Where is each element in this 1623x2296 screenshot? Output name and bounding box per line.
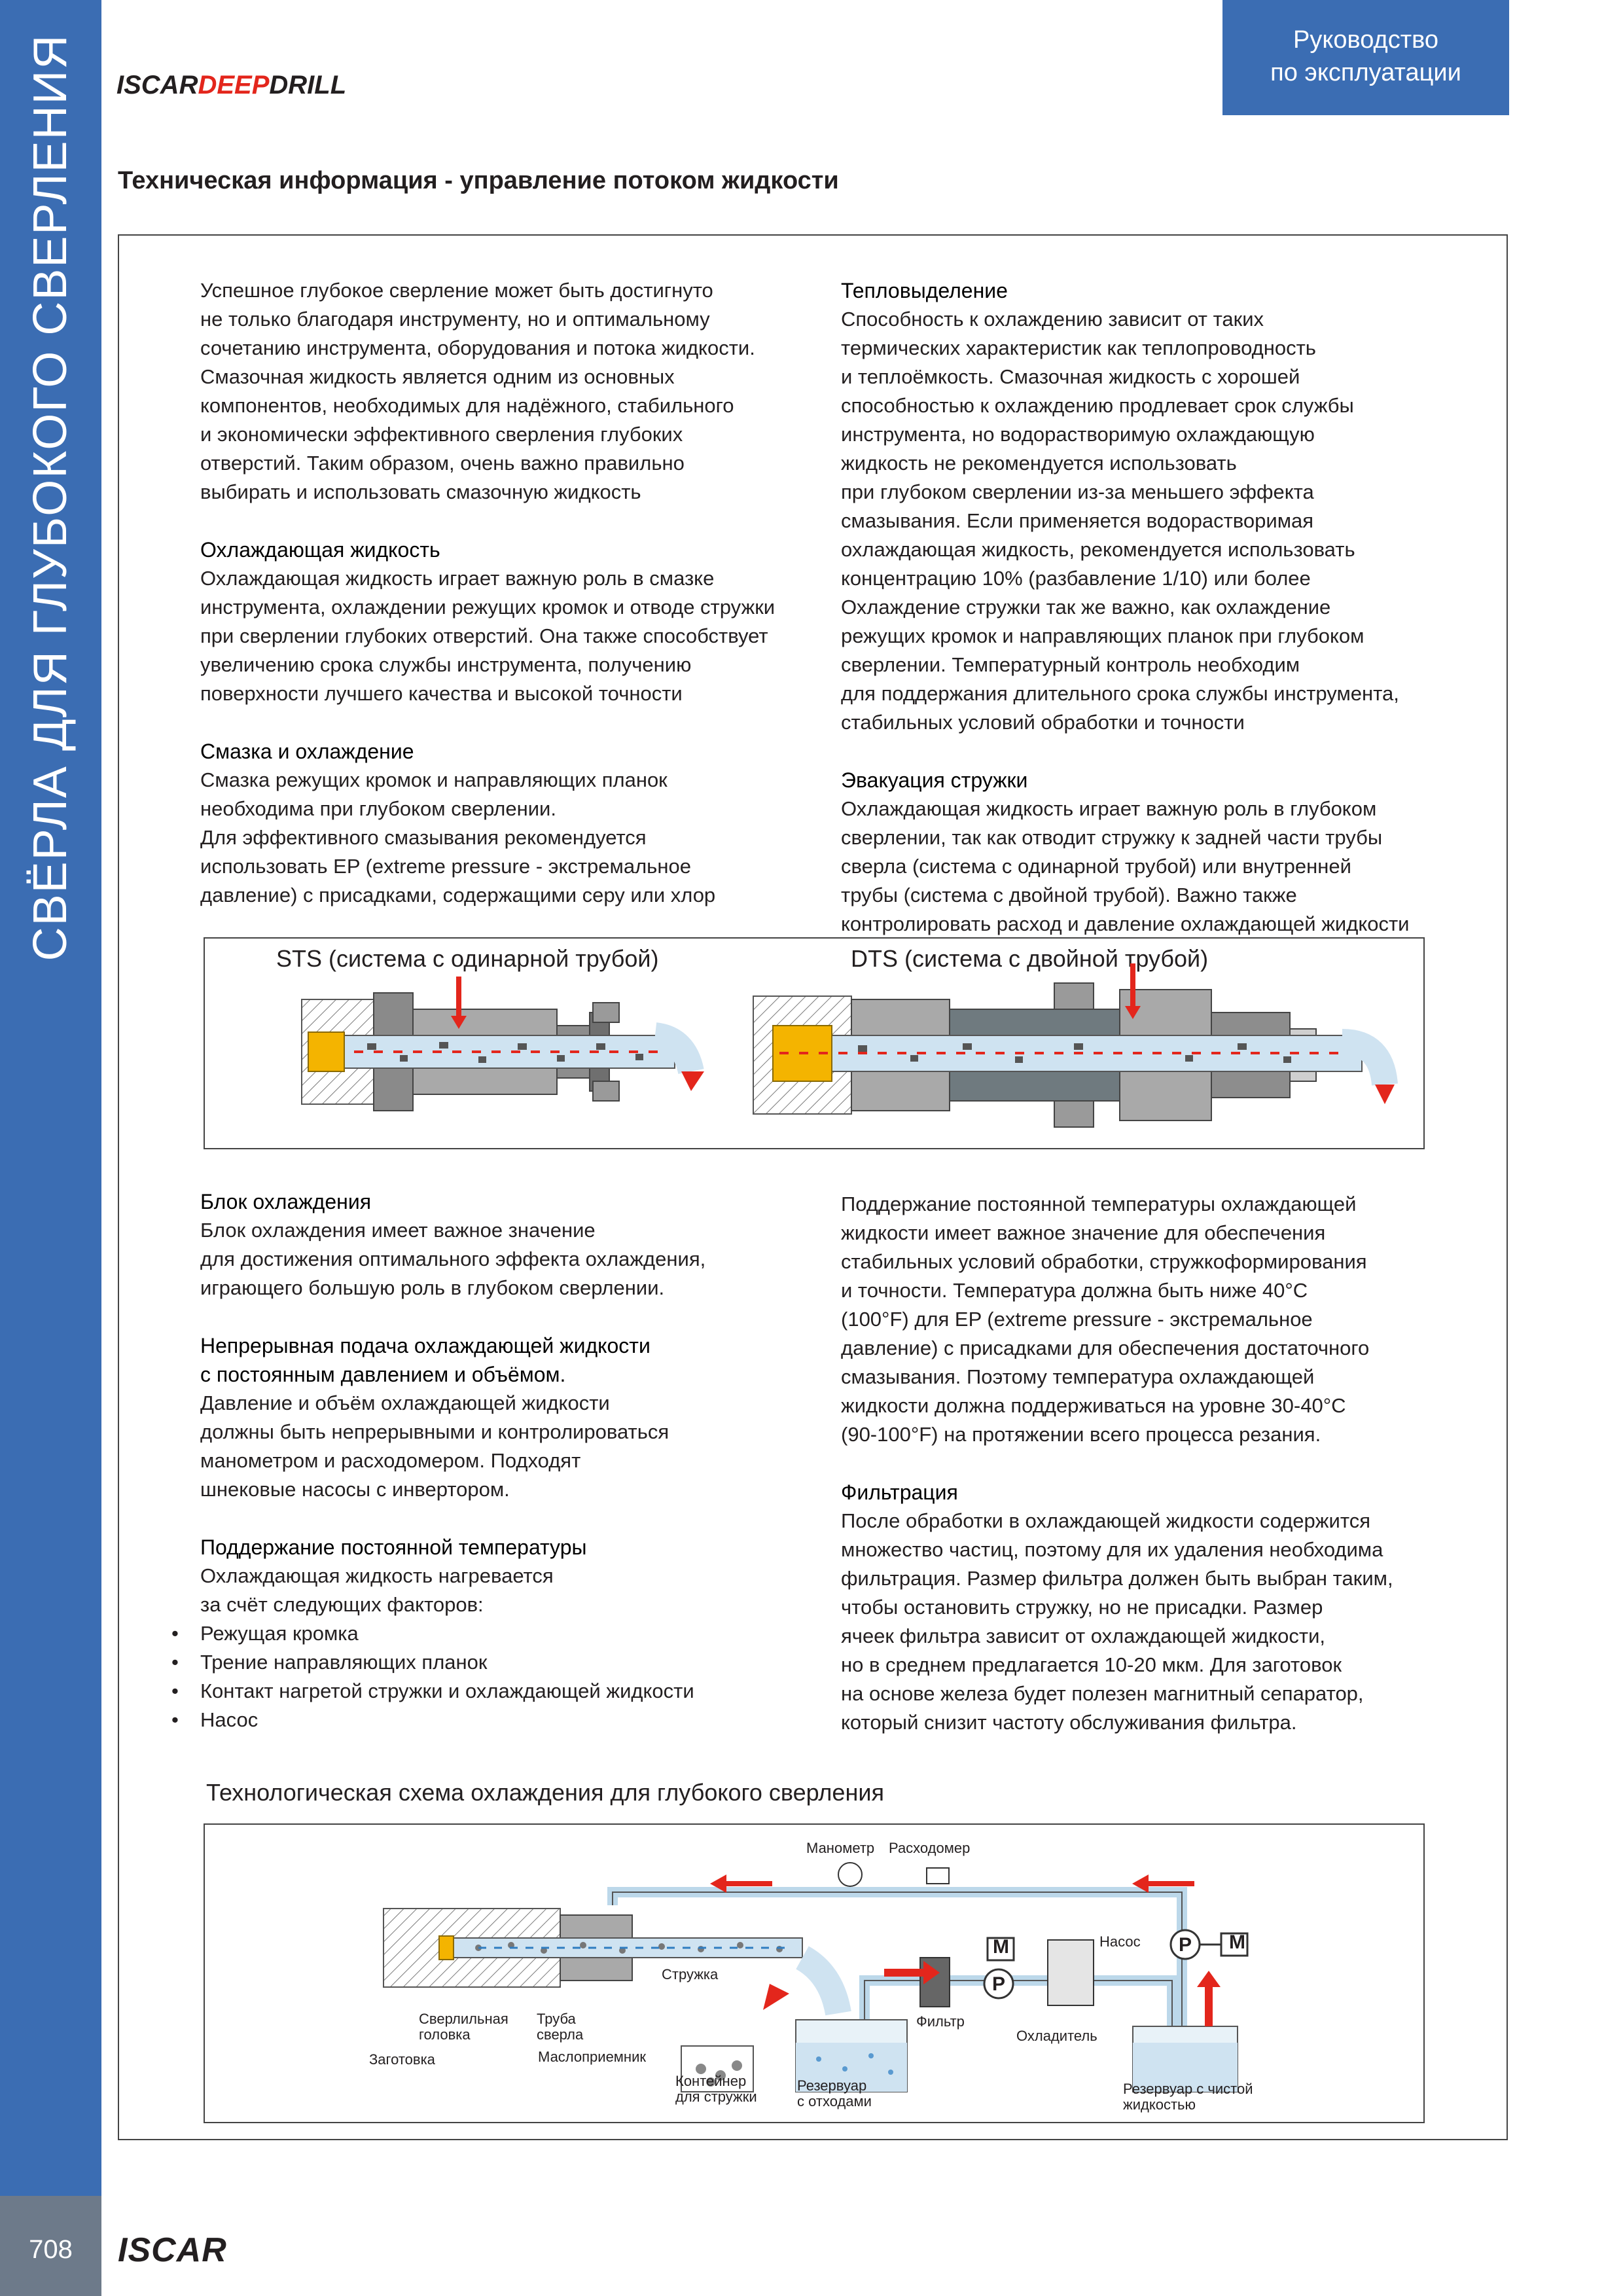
dts-outlet-arrow	[1375, 1085, 1395, 1104]
heat-heading: Тепловыделение	[841, 279, 1008, 302]
return-pipe	[865, 1981, 1172, 2026]
cooling-scheme-title: Технологическая схема охлаждения для глубокого сверления	[206, 1779, 884, 1806]
motor-m-top-label: M	[1229, 1931, 1245, 1953]
drill-tube-label: Труба сверла	[537, 2011, 584, 2043]
filtration-paragraph: После обработки в охлаждающей жидкости содержится множество частиц, поэтому для их удаления необходима фильтрация. Размер фильтра должен быть выбран таким, чтобы остановить стружку, но не присадки. Размер ячеек фильтра зависит от охлаждающей жидкости, но в среднем предлагается 10-20 мкм. Для заготовок на основе железа будет полезен магнитный сепаратор, который снизит частоту обслуживания фильтра.	[841, 1509, 1393, 1734]
chip-container-label: Контейнер для стружки	[675, 2073, 757, 2105]
drill-head-label: Сверлильная головка	[419, 2011, 508, 2043]
coolant-paragraph: Охлаждающая жидкость играет важную роль в смазке инструмента, охлаждении режущих кромок и отводе стружки при сверлении глубоких отверстий. Она также способствует увеличению срока службы инструмента, получению поверхности лучшего качества и высокой точности	[200, 567, 776, 705]
pump-p-low-label: P	[992, 1973, 1006, 1995]
constant-temperature-heading: Поддержание постоянной температуры	[200, 1535, 587, 1559]
filter-label: Фильтр	[916, 2013, 965, 2030]
chips-label: Стружка	[662, 1966, 719, 1982]
manometer	[838, 1863, 862, 1886]
sts-clamp-top	[593, 1003, 619, 1022]
sts-label: STS (система с одинарной трубой)	[276, 945, 659, 972]
list-item: • Трение направляющих планок	[200, 1648, 809, 1677]
left-top-column	[200, 276, 809, 910]
cooling-unit-heading: Блок охлаждения	[200, 1190, 372, 1213]
pump-p-top-label: P	[1179, 1934, 1192, 1956]
pump-label: Насос	[1099, 1933, 1141, 1950]
continuous-supply-heading-1: Непрерывная подача охлаждающей жидкости	[200, 1334, 651, 1357]
intro-paragraph: Успешное глубокое сверление может быть достигнуто не только благодаря инструменту, но и оптимальному сочетанию инструмента, оборудования и потока жидкости. Смазочная жидкость является одним из основных компонентов, необходимых для надёжного, стабильного и экономически эффективного сверления глубоких отверстий. Таким образом, очень важно правильно выбирать и использовать смазочную жидкость	[200, 279, 755, 503]
cooler-label: Охладитель	[1016, 2028, 1097, 2044]
right-top-column	[841, 276, 1489, 939]
list-item: • Контакт нагретой стружки и охлаждающей жидкости	[200, 1677, 809, 1706]
manometer-label: Манометр	[806, 1840, 875, 1856]
manual-line-2: по эксплуатации	[1270, 59, 1461, 86]
sts-dts-diagram	[204, 937, 1425, 1149]
flow-arrow-up	[1197, 1971, 1221, 2026]
manual-badge	[1222, 0, 1509, 115]
heat-paragraph: Способность к охлаждению зависит от таких термических характеристик как теплопроводность и теплоёмкость. Смазочная жидкость с хорошей способностью к охлаждению продлевает срок службы инструмента, но водорастворимую охлаждающую жидкость не рекомендуется использовать при глубоком сверлении из-за меньшего эффекта смазывания. Если применяется водорастворимая охлаждающая жидкость, рекомендуется использовать концентрацию 10% (разбавление 1/10) или более Охлаждение стружки так же важно, как охлаждение режущих кромок и направляющих планок при глубоком сверлении. Температурный контроль необходим для поддержания длительного срока службы инструмента, стабильных условий обработки и точности	[841, 308, 1399, 734]
dts-label: DTS (система с двойной трубой)	[851, 945, 1209, 972]
chip-evacuation-paragraph: Охлаждающая жидкость играет важную роль в глубоком сверлении, так как отводит стружку к задней части трубы сверла (система с одинарной трубой) или внутренней трубы (система с двойной трубой). Важно также контролировать расход и давление охлаждающей жидкости	[841, 797, 1410, 935]
sts-diagram	[302, 977, 704, 1111]
dts-clamp-bottom	[1054, 1101, 1094, 1127]
dts-clamp-top	[1054, 983, 1094, 1009]
cooler	[1048, 1940, 1094, 2005]
left-bottom-column	[200, 1187, 809, 1734]
dts-diagram	[753, 963, 1395, 1127]
coolant-heading: Охлаждающая жидкость	[200, 538, 440, 562]
lube-heading: Смазка и охлаждение	[200, 740, 414, 763]
iscar-deep-drill-logo: ISCARDEEPDRILL	[116, 71, 347, 99]
chip-arrow	[763, 1984, 789, 2010]
motor-m-low-label: M	[993, 1936, 1009, 1958]
brand-footer: ISCAR	[118, 2231, 227, 2269]
continuous-supply-heading-2: с постоянным давлением и объёмом.	[200, 1363, 566, 1386]
page-title: Техническая информация - управление потоком жидкости	[118, 167, 839, 194]
manual-line-1: Руководство	[1293, 26, 1439, 54]
list-item: • Режущая кромка	[200, 1619, 809, 1648]
flowmeter-label: Расходомер	[889, 1840, 971, 1856]
constant-temperature-paragraph: Охлаждающая жидкость нагревается за счёт следующих факторов:	[200, 1564, 554, 1616]
temperature-paragraph: Поддержание постоянной температуры охлаждающей жидкости имеет важное значение для обеспечения стабильных условий обработки, стружкоформирования и точности. Температура должна быть ниже 40°C (100°F) для EP (extreme pressure - экстремальное давление) с присадками для обеспечения достаточного смазывания. Поэтому температура охлаждающей жидкости должна поддерживаться на уровне 30-40°C (90-100°F) на протяжении всего процесса резания.	[841, 1193, 1370, 1446]
chip-evacuation-heading: Эвакуация стружки	[841, 768, 1028, 792]
list-item: • Насос	[200, 1706, 809, 1734]
sts-outlet-arrow	[681, 1071, 704, 1091]
chip-chute	[802, 1958, 838, 2013]
supply-pipe	[613, 1892, 1182, 2026]
page-number: 708	[29, 2235, 73, 2264]
lube-paragraph: Смазка режущих кромок и направляющих планок необходима при глубоком сверлении. Для эффективного смазывания рекомендуется использовать EP (extreme pressure - экстремальное давление) с присадками, содержащими серу или хлор	[200, 768, 716, 906]
heat-factors-list	[200, 1619, 809, 1734]
sidebar-vertical-title: СВЁРЛА ДЛЯ ГЛУБОКОГО СВЕРЛЕНИЯ	[24, 33, 77, 961]
drill-head	[439, 1936, 454, 1960]
clean-reservoir-label: Резервуар с чистой жидкостью	[1123, 2081, 1253, 2113]
cooling-unit-paragraph: Блок охлаждения имеет важное значение для достижения оптимального эффекта охлаждения, играющего большую роль в глубоком сверлении.	[200, 1219, 706, 1299]
oil-receiver-label: Маслоприемник	[538, 2049, 646, 2065]
workpiece-label: Заготовка	[369, 2051, 435, 2068]
sts-clamp-bottom	[593, 1081, 619, 1101]
continuous-supply-paragraph: Давление и объём охлаждающей жидкости должны быть непрерывными и контролироваться манометром и расходомером. Подходят шнековые насосы с инвертором.	[200, 1391, 669, 1501]
flowmeter	[927, 1868, 949, 1884]
waste-reservoir-label: Резервуар с отходами	[797, 2077, 872, 2109]
right-bottom-column	[841, 1190, 1489, 1737]
sts-drill-head	[308, 1032, 344, 1071]
filtration-heading: Фильтрация	[841, 1480, 958, 1504]
